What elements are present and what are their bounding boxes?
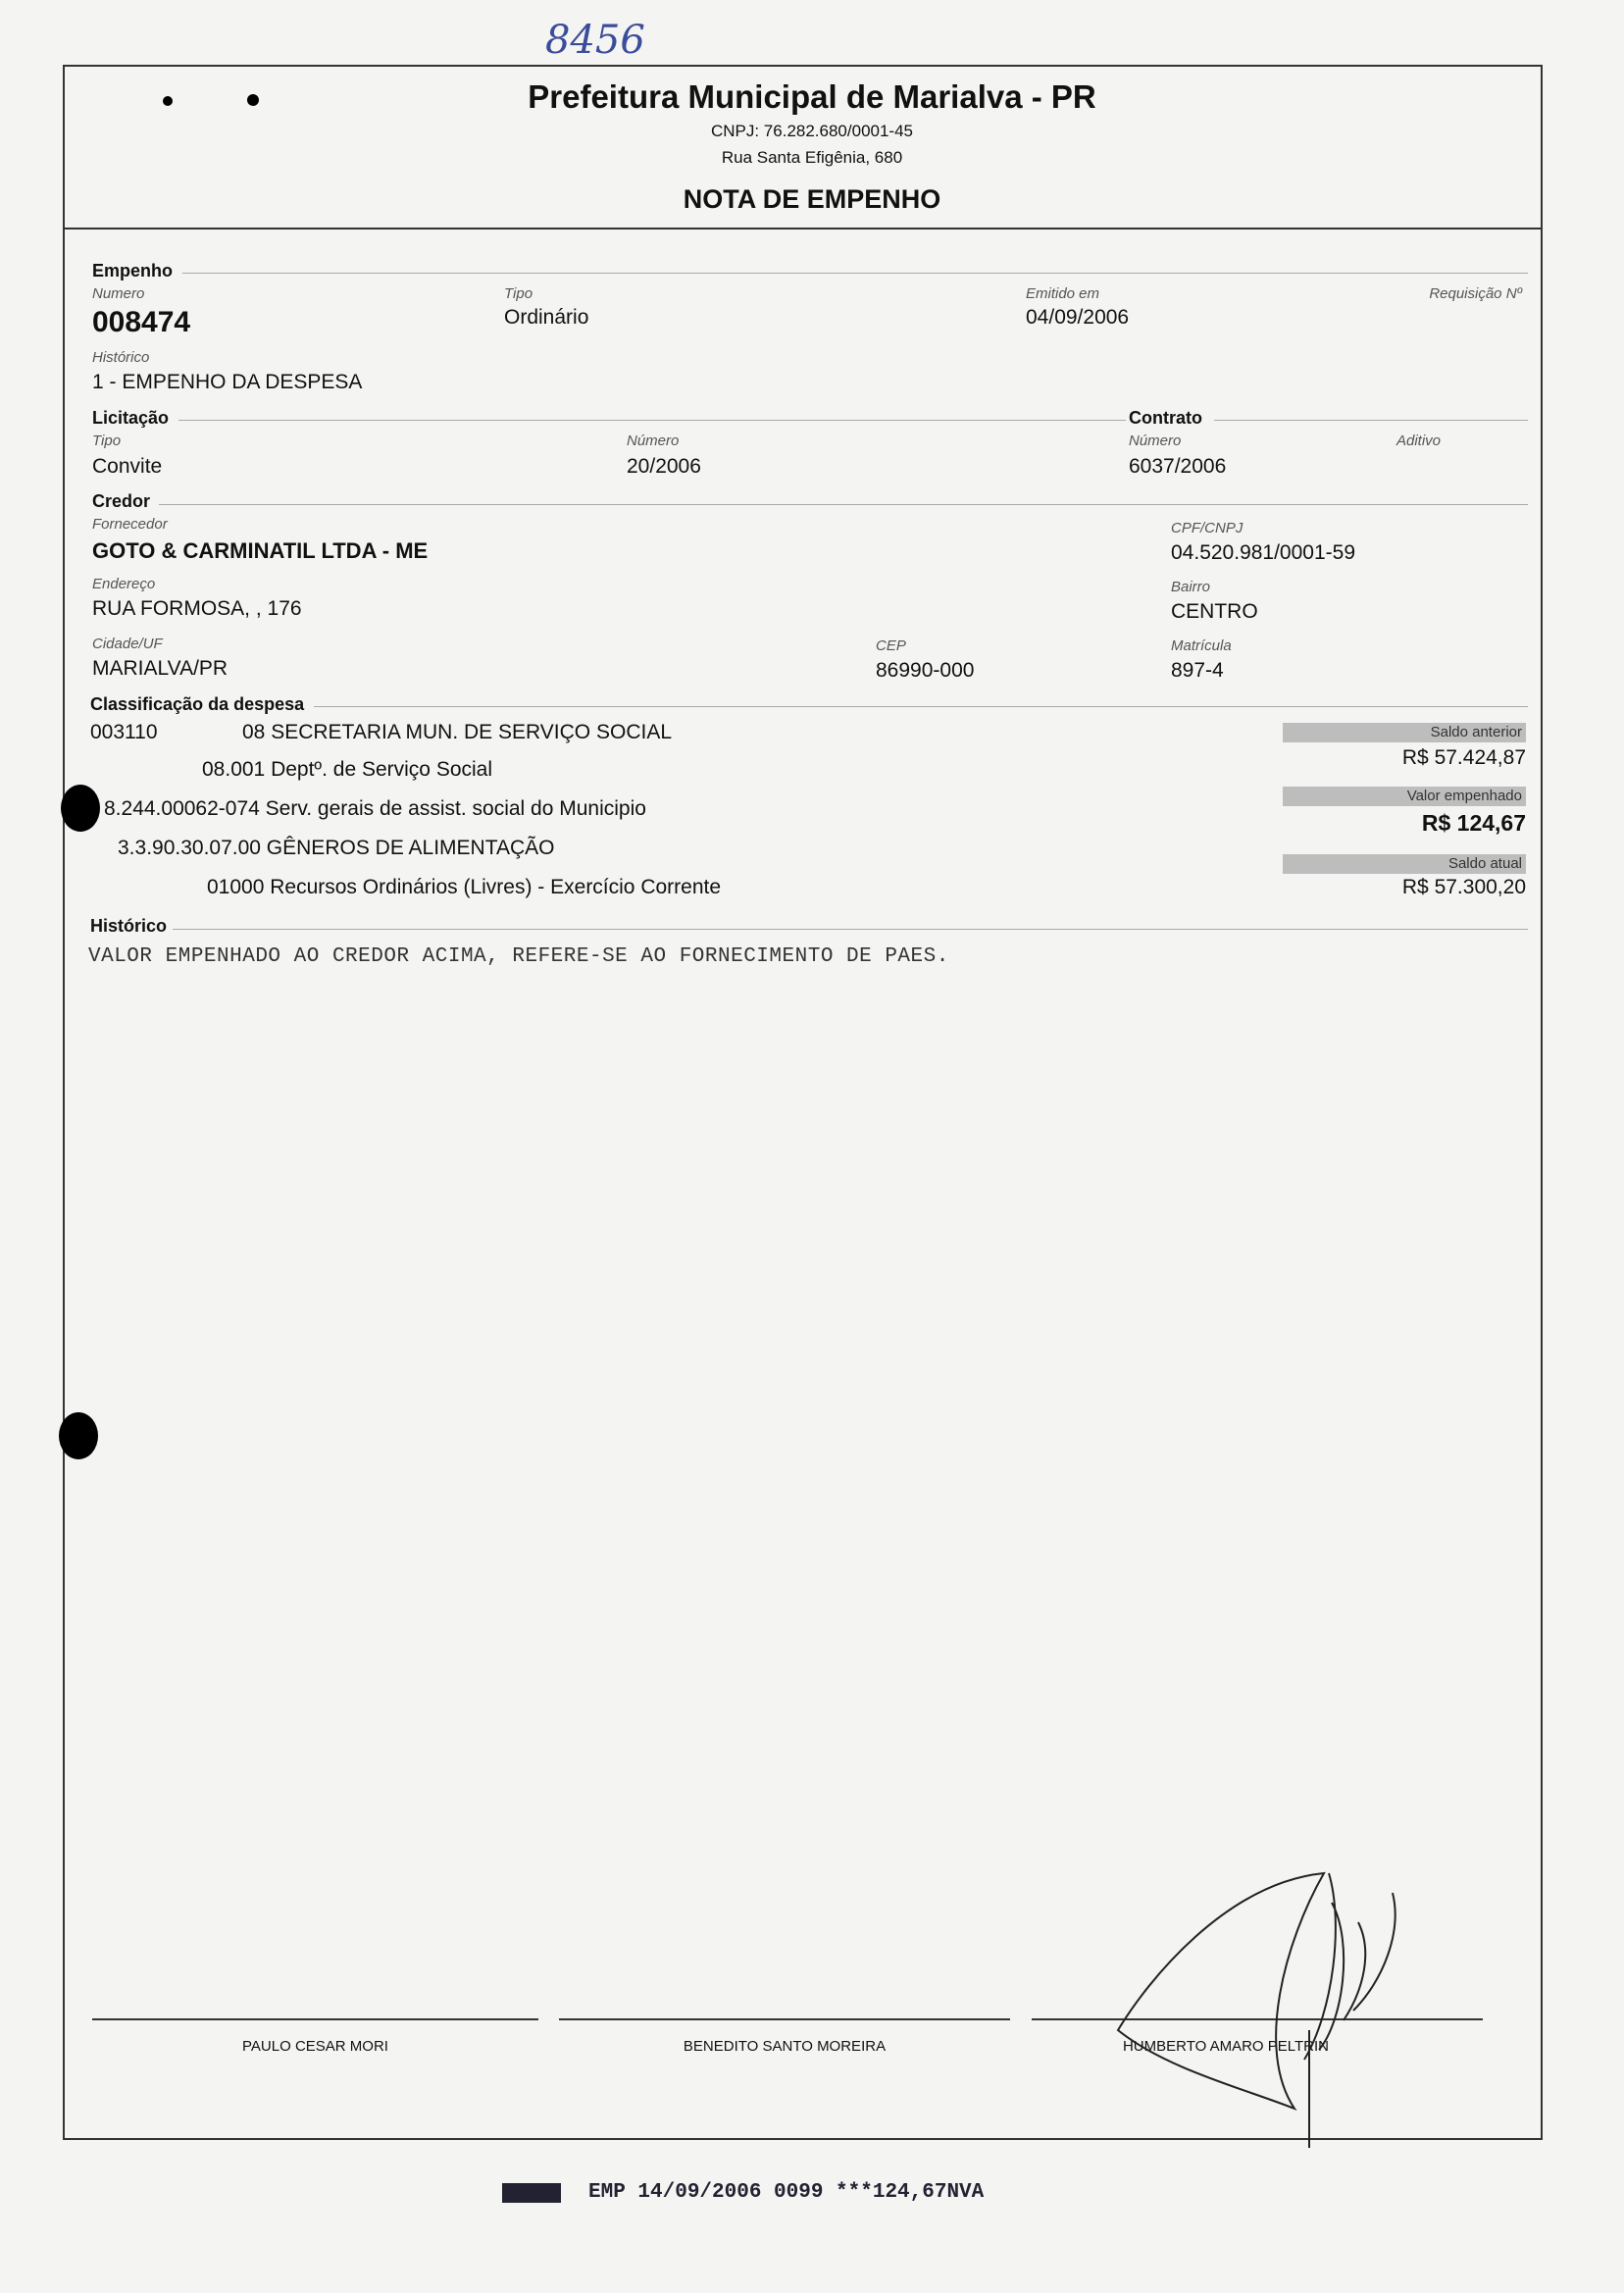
payment-stamp: EMP 14/09/2006 0099 ***124,67NVA [588,2181,985,2204]
saldo-atual-label: Saldo atual [1283,854,1526,874]
licitacao-numero: 20/2006 [627,455,701,478]
contrato-aditivo-label: Aditivo [1396,433,1442,449]
contrato-numero: 6037/2006 [1129,455,1227,478]
credor-endereco: RUA FORMOSA, , 176 [92,597,302,620]
handwritten-number: 8456 [545,18,645,63]
credor-matricula: 897-4 [1171,659,1224,682]
empenho-historico-label: Histórico [92,349,150,366]
credor-cidade-label: Cidade/UF [92,636,163,652]
municipality-address: Rua Santa Efigênia, 680 [721,148,903,167]
credor-cep-label: CEP [876,637,906,654]
empenho-numero: 008474 [92,306,191,338]
header-divider [63,228,1543,229]
empenho-tipo-label: Tipo [504,285,533,302]
section-rule [314,706,1528,707]
signature-name-3: HUMBERTO AMARO PELTRIN [1122,2038,1330,2055]
punch-hole [59,1412,98,1459]
empenho-requisicao-label: Requisição Nº [1429,285,1522,302]
signature-name-2: BENEDITO SANTO MOREIRA [683,2038,887,2055]
handwritten-signature [1108,1863,1432,2158]
section-empenho: Empenho [92,261,174,280]
classificacao-orgao: 08 SECRETARIA MUN. DE SERVIÇO SOCIAL [242,721,673,743]
section-credor: Credor [92,491,151,511]
signature-line [92,2018,538,2020]
credor-cep: 86990-000 [876,659,975,682]
municipality-cnpj: CNPJ: 76.282.680/0001-45 [710,122,914,140]
classificacao-unidade: 08.001 Deptº. de Serviço Social [202,758,493,781]
punch-hole [61,785,100,832]
saldo-atual: R$ 57.300,20 [1401,876,1526,898]
credor-cnpj-label: CPF/CNPJ [1171,520,1243,536]
empenho-emitido-label: Emitido em [1026,285,1100,302]
document-type: NOTA DE EMPENHO [683,184,941,214]
classificacao-code: 003110 [90,721,158,743]
credor-bairro-label: Bairro [1171,579,1211,595]
stamp-mark [502,2183,561,2203]
empenho-emitido: 04/09/2006 [1026,306,1130,329]
licitacao-numero-label: Número [627,433,680,449]
empenho-tipo: Ordinário [504,306,589,329]
contrato-numero-label: Número [1129,433,1182,449]
section-rule [182,273,1528,274]
signature-line [559,2018,1010,2020]
section-historico: Histórico [90,916,168,936]
signature-name-1: PAULO CESAR MORI [242,2038,388,2055]
empenho-numero-label: Numero [92,285,145,302]
credor-cnpj: 04.520.981/0001-59 [1171,541,1356,564]
saldo-anterior: R$ 57.424,87 [1401,746,1526,769]
classificacao-elemento: 3.3.90.30.07.00 GÊNEROS DE ALIMENTAÇÃO [118,837,555,859]
classificacao-recurso: 01000 Recursos Ordinários (Livres) - Exercício Corrente [207,876,722,898]
classificacao-funcional: 8.244.00062-074 Serv. gerais de assist. social do Municipio [104,797,646,820]
municipality-title: Prefeitura Municipal de Marialva - PR [528,78,1096,115]
section-rule [1214,420,1528,421]
empenho-historico: 1 - EMPENHO DA DESPESA [92,371,363,393]
section-licitacao: Licitação [92,408,170,428]
credor-bairro: CENTRO [1171,600,1258,623]
valor-empenhado: R$ 124,67 [1421,810,1526,836]
credor-matricula-label: Matrícula [1171,637,1232,654]
credor-fornecedor: GOTO & CARMINATIL LTDA - ME [92,538,429,563]
licitacao-tipo-label: Tipo [92,433,122,449]
licitacao-tipo: Convite [92,455,163,478]
section-classificacao: Classificação da despesa [90,694,305,714]
historico-text: VALOR EMPENHADO AO CREDOR ACIMA, REFERE-SE AO FORNECIMENTO DE PAES. [88,945,949,968]
credor-endereco-label: Endereço [92,576,156,592]
credor-cidade: MARIALVA/PR [92,657,228,680]
section-rule [159,504,1528,505]
section-rule [173,929,1528,930]
valor-empenhado-label: Valor empenhado [1283,787,1526,806]
section-contrato: Contrato [1129,408,1202,428]
section-rule [178,420,1126,421]
credor-fornecedor-label: Fornecedor [92,516,168,533]
saldo-anterior-label: Saldo anterior [1283,723,1526,742]
